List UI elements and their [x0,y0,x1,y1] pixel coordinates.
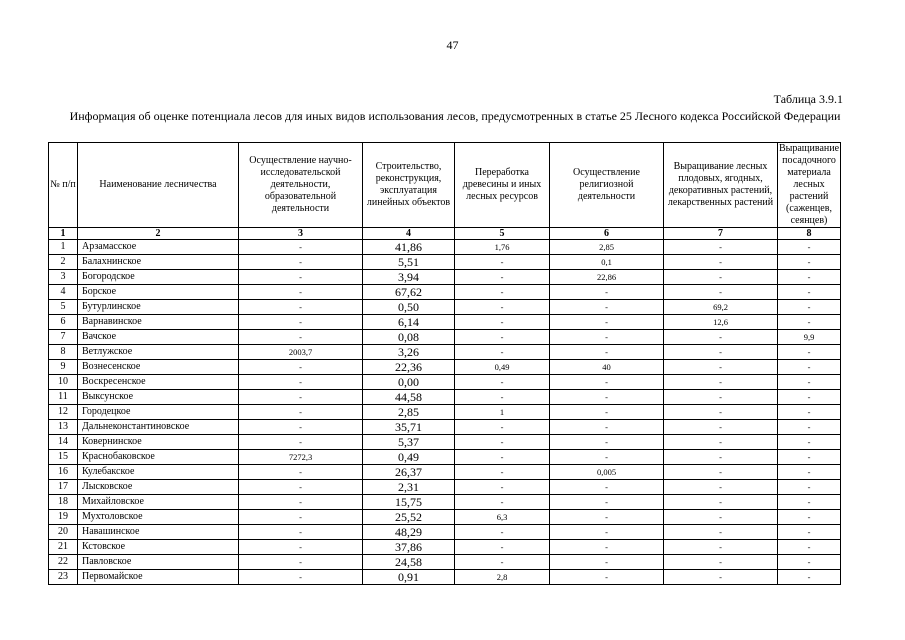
table-cell: - [778,240,841,255]
table-cell: Варнавинское [78,315,239,330]
header-row [49,143,841,228]
table-cell: 8 [49,345,78,360]
table-row [49,450,841,465]
header-cell: Осуществление научно-исследовательской деятельности, образовательной деятельности [239,143,363,228]
table-cell: Богородское [78,270,239,285]
table-cell: 0,1 [550,255,664,270]
table-cell: - [239,270,363,285]
table-cell: 3 [49,270,78,285]
table-cell: 21 [49,540,78,555]
table-cell: - [778,555,841,570]
table-cell: 2,8 [455,570,550,585]
table-cell: - [664,345,778,360]
table-cell: - [550,570,664,585]
table-cell: - [455,435,550,450]
table-cell: - [239,435,363,450]
table-row [49,555,841,570]
table-cell: 7 [49,330,78,345]
table-cell: - [664,495,778,510]
table-cell: - [664,390,778,405]
table-cell: - [455,390,550,405]
table-cell: - [664,255,778,270]
table-cell: - [455,285,550,300]
table-cell: - [778,525,841,540]
table-cell: 12,6 [664,315,778,330]
table-cell: - [664,435,778,450]
table-cell: Кулебакское [78,465,239,480]
table-cell: 5,51 [363,255,455,270]
table-cell: 1 [455,405,550,420]
table-row [49,420,841,435]
table-cell: - [664,480,778,495]
table-row [49,465,841,480]
table-row [49,570,841,585]
table-cell: Выксунское [78,390,239,405]
table-cell: - [239,480,363,495]
table-cell: - [239,375,363,390]
table-cell: - [778,375,841,390]
table-cell: - [778,285,841,300]
table-cell: - [550,405,664,420]
table-cell: - [455,555,550,570]
table-cell: - [550,345,664,360]
table-cell: Городецкое [78,405,239,420]
table-cell: - [455,330,550,345]
table-cell: - [778,405,841,420]
table-cell: 11 [49,390,78,405]
table-cell: - [455,540,550,555]
table-cell: Воскресенское [78,375,239,390]
table-cell: - [239,405,363,420]
table-label: Таблица 3.9.1 [773,92,843,106]
table-cell: 1 [49,240,78,255]
table-cell: - [664,465,778,480]
table-cell: - [664,375,778,390]
table-cell: - [664,360,778,375]
table-cell: - [239,255,363,270]
table-cell: - [550,390,664,405]
table-cell: - [455,345,550,360]
table-row [49,495,841,510]
table-cell: - [664,555,778,570]
table-cell: - [664,570,778,585]
table-cell: 0,00 [363,375,455,390]
table-cell: - [664,525,778,540]
table-row [49,270,841,285]
table-cell: - [239,315,363,330]
table-cell: - [550,525,664,540]
table-cell: 6 [49,315,78,330]
table-cell: - [455,300,550,315]
table-row [49,480,841,495]
table-cell: - [239,495,363,510]
table-row [49,240,841,255]
table-cell: - [550,315,664,330]
table-cell: - [778,540,841,555]
table-cell: - [778,420,841,435]
page-number: 47 [446,38,459,52]
table-cell: - [778,570,841,585]
table-body [49,240,841,585]
table-cell: 2,85 [550,240,664,255]
table-cell: - [778,435,841,450]
column-number-row [49,228,841,240]
table-cell: - [455,420,550,435]
table-row [49,255,841,270]
table-cell: 69,2 [664,300,778,315]
table-cell: 44,58 [363,390,455,405]
table-row [49,330,841,345]
table-cell: 67,62 [363,285,455,300]
table-cell: - [778,390,841,405]
header-cell: Наименование лесничества [78,143,239,228]
table-cell: - [455,315,550,330]
table-cell: 24,58 [363,555,455,570]
table-row [49,390,841,405]
column-number: 2 [78,228,239,240]
table-cell: - [550,435,664,450]
table-cell: - [778,300,841,315]
table-cell: - [778,270,841,285]
table-row [49,360,841,375]
table-cell: - [455,495,550,510]
table-cell: - [239,555,363,570]
table-row [49,315,841,330]
table-cell: - [239,360,363,375]
table-cell: - [455,375,550,390]
table-cell: - [239,285,363,300]
table-row [49,345,841,360]
column-number: 8 [778,228,841,240]
table-cell: 13 [49,420,78,435]
table-cell: - [550,495,664,510]
table-cell: - [778,345,841,360]
table-cell: 40 [550,360,664,375]
table-cell: - [550,285,664,300]
table-cell: 41,86 [363,240,455,255]
table-cell: - [778,360,841,375]
table-cell: - [664,510,778,525]
table-cell: Павловское [78,555,239,570]
header-cell: Строительство, реконструкция, эксплуатация линейных объектов [363,143,455,228]
column-number: 3 [239,228,363,240]
table-cell: - [455,465,550,480]
table-cell: - [664,270,778,285]
table-cell: - [239,570,363,585]
column-number: 5 [455,228,550,240]
table-cell: 17 [49,480,78,495]
table-cell: - [455,270,550,285]
table-cell: 0,49 [363,450,455,465]
table-cell: 26,37 [363,465,455,480]
table-cell: - [455,450,550,465]
table-cell: 16 [49,465,78,480]
table-cell: 22 [49,555,78,570]
table-cell: - [550,375,664,390]
table-cell: - [455,525,550,540]
table-cell: - [550,540,664,555]
table-cell: - [455,480,550,495]
table-cell: 4 [49,285,78,300]
table-cell: 23 [49,570,78,585]
table-cell: Навашинское [78,525,239,540]
table-cell: Вознесенское [78,360,239,375]
table-cell: - [455,255,550,270]
table-cell: 6,3 [455,510,550,525]
table-cell: Балахнинское [78,255,239,270]
table-cell: - [664,420,778,435]
table-cell: - [239,510,363,525]
table-cell: - [664,405,778,420]
table-cell: - [778,480,841,495]
table-cell: - [550,330,664,345]
table-row [49,405,841,420]
table-cell: 5,37 [363,435,455,450]
document-title: Информация об оценке потенциала лесов для иных видов использования лесов, предусмотренных в статье 25 Лесного кодекса Российской Федерации [69,109,841,123]
table-row [49,510,841,525]
table-cell: Борское [78,285,239,300]
table-cell: 9,9 [778,330,841,345]
table-cell: - [550,300,664,315]
table-cell: - [239,330,363,345]
table-cell: Бутурлинское [78,300,239,315]
table-cell: 2,85 [363,405,455,420]
header-cell: № п/п [49,143,78,228]
table-cell: 48,29 [363,525,455,540]
header-cell: Выращивание лесных плодовых, ягодных, декоративных растений, лекарственных растений [664,143,778,228]
table-cell: 22,86 [550,270,664,285]
table-cell: Первомайское [78,570,239,585]
table-cell: 9 [49,360,78,375]
table-cell: - [239,540,363,555]
table-cell: 2,31 [363,480,455,495]
table-row [49,375,841,390]
table-cell: 1,76 [455,240,550,255]
table-cell: Арзамасское [78,240,239,255]
forest-use-table [48,142,841,585]
table-cell: 12 [49,405,78,420]
table-cell: 2 [49,255,78,270]
table-cell: - [550,555,664,570]
table-cell: 15 [49,450,78,465]
table-cell: - [550,480,664,495]
table-cell: - [550,450,664,465]
table-cell: 6,14 [363,315,455,330]
table-cell: Вачское [78,330,239,345]
table-cell: Дальнеконстантиновское [78,420,239,435]
column-number: 1 [49,228,78,240]
table-row [49,300,841,315]
table-cell: 0,91 [363,570,455,585]
table-cell: - [778,315,841,330]
table-cell: 5 [49,300,78,315]
header-cell: Осуществление религиозной деятельности [550,143,664,228]
table-cell: 25,52 [363,510,455,525]
table-cell: - [239,240,363,255]
table-cell: - [664,240,778,255]
table-cell: 3,26 [363,345,455,360]
table-cell: 0,005 [550,465,664,480]
table-cell: - [778,495,841,510]
column-number: 4 [363,228,455,240]
table-cell: 2003,7 [239,345,363,360]
table-cell: - [239,300,363,315]
table-cell: 0,08 [363,330,455,345]
table-cell: - [778,450,841,465]
table-cell: - [664,285,778,300]
table-cell: - [778,510,841,525]
table-cell: 7272,3 [239,450,363,465]
table-row [49,540,841,555]
header-cell: Выращивание посадочного материала лесных растений (саженцев, сеянцев) [778,143,840,226]
table-row [49,525,841,540]
table-cell: 14 [49,435,78,450]
table-cell: - [239,420,363,435]
table-cell: 37,86 [363,540,455,555]
table-cell: - [550,510,664,525]
table-cell: - [239,390,363,405]
table-cell: 15,75 [363,495,455,510]
table-cell: Ковернинское [78,435,239,450]
header-cell: Переработка древесины и иных лесных ресурсов [455,143,550,228]
table-cell: 0,50 [363,300,455,315]
column-number: 7 [664,228,778,240]
table-cell: - [778,465,841,480]
table-cell: - [778,255,841,270]
table-cell: 19 [49,510,78,525]
table-cell: Мухтоловское [78,510,239,525]
table-cell: 10 [49,375,78,390]
table-cell: - [239,465,363,480]
column-number: 6 [550,228,664,240]
table-cell: Лысковское [78,480,239,495]
table-cell: 35,71 [363,420,455,435]
table-cell: 22,36 [363,360,455,375]
table-cell: - [664,540,778,555]
table-cell: Михайловское [78,495,239,510]
table-cell: 0,49 [455,360,550,375]
table-cell: - [239,525,363,540]
table-cell: 3,94 [363,270,455,285]
table-cell: 18 [49,495,78,510]
table-cell: Ветлужское [78,345,239,360]
table-cell: - [664,330,778,345]
table-cell: Краснобаковское [78,450,239,465]
table-row [49,285,841,300]
table-row [49,435,841,450]
table-cell: - [550,420,664,435]
table-cell: - [664,450,778,465]
table-cell: Кстовское [78,540,239,555]
table-cell: 20 [49,525,78,540]
